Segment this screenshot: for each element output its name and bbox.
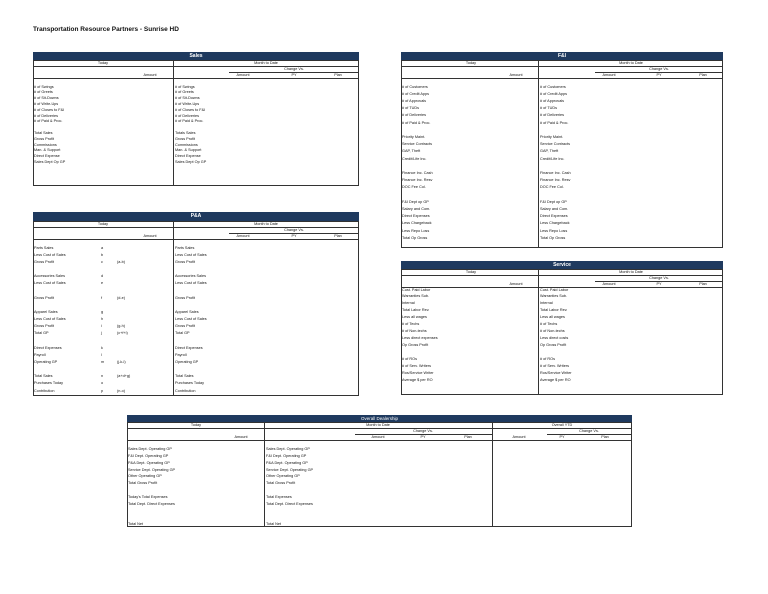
pa-row-code: m — [101, 359, 105, 364]
pa-row-code: f — [101, 295, 103, 300]
sales-panel — [33, 52, 359, 186]
fi-mtd-row-label: DOC Fee Col. — [540, 185, 564, 190]
sales-mtd-amount-label: Amount — [236, 72, 250, 77]
sales-mtd-row-label: Direct Expense — [175, 154, 201, 159]
overall-today-row-label: Total Dept. Direct Expenses — [128, 501, 175, 506]
overall-mtd-change-vs-label: Change Vs. — [413, 428, 433, 433]
pa-header: P&A — [33, 212, 359, 221]
fi-mtd-row-label: Less Chargeback — [540, 221, 570, 226]
fi-today-row-label: # of Credit Apps — [402, 91, 430, 96]
overall-today-row-label: Total Net — [128, 522, 143, 527]
overall-mtd-row-label: F&I Dept. Operating GP — [266, 453, 307, 458]
fi-today-row-label: Direct Expenses — [402, 214, 430, 219]
sales-today-row-label: Direct Expense — [34, 154, 60, 159]
sales-today-row-label: Man. & Support — [34, 148, 61, 153]
pa-mtd-row-label: Direct Expenses — [175, 345, 203, 350]
fi-mtd-row-label: Total Op Gross — [540, 235, 566, 240]
fi-change-vs-label: Change Vs. — [649, 66, 669, 71]
pa-today-row-label: Gross Profit — [34, 259, 55, 264]
pa-py-label: PY — [291, 233, 297, 238]
overall-mtd-row-label: Sales Dept. Operating GP — [266, 447, 310, 451]
sales-today-row-label: # of Deliveries — [34, 113, 59, 118]
sales-header: Sales — [33, 52, 359, 60]
service-mtd-row-label: Op Gross Profit — [540, 343, 567, 348]
overall-today-row-label: Today's Total Expenses — [128, 494, 168, 499]
fi-mtd-row-label: # of Paid & Proc. — [540, 120, 569, 125]
pa-row-code: k — [101, 345, 103, 350]
pa-today-row-label: Less Cost of Sales — [34, 281, 66, 286]
fi-mtd-row-label: GAP, Theft — [540, 149, 559, 154]
overall-mtd-row-label: P&A Dept. Operating GP — [266, 460, 308, 465]
sales-today-row-label: Gross Profit — [34, 136, 55, 141]
fi-mtd-row-label: # of TUDs — [540, 106, 558, 111]
service-mtd-row-label: Total Labor Rev. — [540, 308, 568, 313]
service-today-row-label: Op Gross Profit — [402, 343, 429, 348]
service-amount-label: Amount — [509, 281, 523, 286]
overall-panel — [127, 415, 632, 527]
fi-today-row-label: Salary and Com. — [402, 206, 431, 211]
service-today-row-label: Average $ per RO — [402, 377, 433, 382]
pa-row-code: o — [101, 381, 104, 386]
sales-today-row-label: # of Closes to F&I — [34, 107, 65, 112]
sales-mtd-row-label: # of Write-Ups — [175, 101, 200, 106]
service-today-row-label: Ros/Service Writer — [402, 370, 434, 375]
overall-mtd-row-label: Total Gross Profit — [266, 481, 296, 486]
sales-today-label: Today — [97, 60, 109, 65]
pa-mtd-label: Month to Date — [254, 221, 278, 226]
overall-ytd-label: Overall YTD — [551, 422, 573, 427]
overall-mtd-row-label: Total Dept. Direct Expenses — [266, 501, 313, 506]
sales-mtd-row-label: # of Closes to F&I — [175, 107, 206, 112]
service-mtd-row-label: Average $ per RO — [540, 377, 571, 382]
service-mtd-row-label: # of Non-techs — [540, 329, 565, 334]
fi-today-row-label: F&I Dept op GP — [402, 199, 429, 204]
fi-mtd-row-label: Credit/Life Inc. — [540, 156, 565, 161]
service-today-row-label: Cust. Paid Labor — [402, 287, 431, 292]
sales-mtd-row-label: Gross Profit — [175, 136, 196, 141]
pa-today-row-label: Total Sales — [34, 374, 53, 379]
service-panel — [401, 261, 723, 395]
service-today-row-label: Internal — [402, 301, 415, 306]
overall-mtd-row-label: Total Net — [266, 522, 281, 527]
pa-mtd-row-label: Less Cost of Sales — [175, 281, 207, 286]
sales-today-row-label: # of Swings — [34, 84, 54, 89]
fi-today-row-label: # of Deliveries — [402, 113, 427, 118]
overall-today-row-label: Total Gross Profit — [128, 481, 158, 486]
pa-row-code: n — [101, 374, 104, 379]
fi-today-row-label: Finance Inc. Resv — [402, 178, 433, 183]
service-today-row-label: Less all wages — [402, 315, 427, 320]
pa-mtd-row-label: Less Cost of Sales — [175, 317, 207, 321]
pa-row-formula: (a+d+g) — [117, 374, 131, 379]
service-py-label: PY — [656, 281, 662, 286]
fi-today-row-label: # of TUDs — [402, 106, 420, 111]
service-mtd-row-label: Cust. Paid Labor — [540, 287, 569, 292]
pa-mtd-amount-label: Amount — [236, 233, 250, 238]
pa-today-row-label: Purchases Today — [34, 381, 64, 386]
fi-today-row-label: GAP, Theft — [402, 149, 421, 154]
sales-mtd-row-label: Sales Dept Op GP — [175, 159, 207, 164]
pa-row-code: c — [101, 259, 103, 264]
fi-today-row-label: Finance Inc. Cash — [402, 170, 433, 175]
service-plan-label: Plan — [699, 281, 707, 286]
sales-amount-label: Amount — [143, 72, 157, 77]
pa-row-formula: (g-h) — [117, 324, 126, 329]
service-header: Service — [401, 261, 723, 269]
pa-row-formula: (d-e) — [117, 295, 126, 300]
fi-mtd-label: Month to Date — [619, 60, 643, 65]
pa-row-code: p — [101, 388, 104, 393]
fi-mtd-row-label: # of Credit Apps — [540, 91, 568, 96]
pa-row-code: l — [101, 352, 102, 357]
overall-amount-label: Amount — [234, 434, 248, 439]
pa-mtd-row-label: Parts Sales — [175, 245, 195, 250]
pa-mtd-row-label: Less Cost of Sales — [175, 252, 207, 257]
pa-row-code: b — [101, 252, 104, 257]
pa-mtd-row-label: Gross Profit — [175, 259, 196, 264]
service-mtd-row-label: # of Techs — [540, 322, 558, 327]
service-mtd-row-label: Less all wages — [540, 315, 565, 320]
pa-today-row-label: Parts Sales — [34, 245, 54, 250]
overall-header: Overall Dealership — [127, 415, 632, 422]
fi-today-label: Today — [465, 60, 477, 65]
pa-mtd-row-label: Total Sales — [175, 374, 194, 379]
sales-mtd-row-label: # of Paid & Proc. — [175, 119, 204, 124]
fi-mtd-amount-label: Amount — [602, 72, 616, 77]
fi-amount-label: Amount — [509, 72, 523, 77]
pa-mtd-row-label: Purchases Today — [175, 381, 205, 386]
pa-mtd-row-label: Total GP — [175, 331, 190, 336]
sales-today-row-label: Sales Dept Op GP — [34, 159, 66, 164]
service-today-row-label: Warranties Sub. — [402, 294, 430, 299]
service-today-row-label: Less direct expenses — [402, 336, 438, 341]
overall-mtd-row-label: Total Expenses — [266, 494, 292, 499]
pa-row-formula: (n-o) — [117, 388, 126, 393]
overall-ytd-plan-label: Plan — [601, 434, 609, 439]
pa-today-row-label: Direct Expenses — [34, 345, 62, 350]
sales-mtd-row-label: # of Deliveries — [175, 113, 200, 118]
sales-mtd-label: Month to Date — [254, 60, 278, 65]
fi-mtd-row-label: # of Approvals — [540, 98, 565, 103]
sales-py-label: PY — [291, 72, 297, 77]
fi-mtd-row-label: F&I Dept op GP — [540, 199, 567, 204]
service-mtd-row-label: # of Serv. Writers — [540, 363, 569, 368]
pa-row-code: g — [101, 309, 104, 314]
pa-row-code: e — [101, 281, 104, 286]
fi-mtd-row-label: # of Customers — [540, 84, 566, 89]
sales-mtd-row-label: Commissions — [175, 142, 198, 147]
service-mtd-row-label: # of ROs — [540, 357, 555, 361]
pa-mtd-row-label: Apparel Sales — [175, 309, 199, 314]
sales-plan-label: Plan — [334, 72, 342, 77]
overall-mtd-row-label: Service Dept. Operating GP — [266, 467, 314, 472]
service-mtd-row-label: Less direct costs — [540, 336, 569, 341]
sales-today-row-label: # of Write-Ups — [34, 101, 59, 106]
pa-change-vs-label: Change Vs. — [284, 227, 304, 232]
pa-row-formula: (c+f+i) — [117, 331, 128, 336]
fi-today-row-label: # of Approvals — [402, 98, 427, 103]
pa-row-code: j — [101, 331, 102, 336]
pa-today-row-label: Contribution — [34, 388, 55, 393]
fi-mtd-row-label: Salary and Com. — [540, 206, 569, 211]
fi-py-label: PY — [656, 72, 662, 77]
overall-mtd-plan-label: Plan — [464, 434, 472, 439]
fi-today-row-label: Less Repo Loss — [402, 228, 430, 233]
fi-mtd-row-label: Direct Expenses — [540, 214, 568, 219]
fi-plan-label: Plan — [699, 72, 707, 77]
service-change-vs-label: Change Vs. — [649, 275, 669, 280]
fi-mtd-row-label: # of Deliveries — [540, 113, 565, 118]
service-today-row-label: # of Serv. Writers — [402, 363, 431, 368]
pa-plan-label: Plan — [334, 233, 342, 238]
pa-row-code: i — [101, 324, 102, 329]
overall-mtd-py-label: PY — [420, 434, 426, 439]
service-today-row-label: # of Non-techs — [402, 329, 427, 334]
pa-row-formula: (j-k-l) — [117, 359, 126, 364]
sales-mtd-row-label: # of Swings — [175, 84, 195, 89]
sales-mtd-row-label: Totals Sales — [175, 130, 196, 135]
fi-today-row-label: DOC Fee Col. — [402, 185, 426, 190]
sales-today-row-label: # of Greets — [34, 90, 53, 95]
overall-ytd-change-vs-label: Change Vs. — [579, 428, 599, 433]
page-title: Transportation Resource Partners - Sunrise HD — [33, 26, 179, 33]
fi-header: F&I — [401, 52, 723, 60]
fi-today-row-label: Credit/Life Inc. — [402, 156, 427, 161]
pa-mtd-row-label: Contribution — [175, 388, 196, 393]
overall-today-row-label: Sales Dept. Operating GP — [128, 447, 172, 451]
fi-mtd-row-label: Finance Inc. Resv — [540, 178, 571, 183]
service-mtd-row-label: Ros/Service Writer — [540, 370, 572, 375]
fi-mtd-row-label: Service Contracts — [540, 142, 570, 147]
sales-today-row-label: Total Sales — [34, 130, 53, 135]
service-mtd-amount-label: Amount — [602, 281, 616, 286]
pa-mtd-row-label: Operating GP — [175, 359, 199, 364]
fi-today-row-label: Total Op Gross — [402, 235, 428, 240]
pa-mtd-row-label: Gross Profit — [175, 324, 196, 329]
overall-ytd-amount-label: Amount — [512, 434, 526, 439]
sales-mtd-row-label: Man. & Support — [175, 148, 202, 153]
pa-today-row-label: Accessories Sales — [34, 274, 66, 279]
pa-today-row-label: Gross Profit — [34, 295, 55, 300]
service-today-row-label: Total Labor Rev. — [402, 308, 430, 313]
fi-today-row-label: Service Contracts — [402, 142, 432, 147]
fi-today-row-label: Priority Maint. — [402, 134, 426, 139]
pa-today-row-label: Gross Profit — [34, 324, 55, 329]
sales-today-row-label: # of Sit-Downs — [34, 96, 59, 101]
sales-change-vs-label: Change Vs. — [284, 66, 304, 71]
pa-today-row-label: Total GP — [34, 331, 49, 336]
overall-today-row-label: Service Dept. Operating GP — [128, 467, 176, 472]
overall-today-label: Today — [190, 422, 202, 427]
pa-row-code: a — [101, 245, 104, 250]
fi-today-row-label: # of Customers — [402, 84, 428, 89]
fi-mtd-row-label: Finance Inc. Cash — [540, 170, 571, 175]
pa-mtd-row-label: Accessories Sales — [175, 274, 207, 279]
fi-today-row-label: Less Chargeback — [402, 221, 432, 226]
overall-today-row-label: Other Operating GP — [128, 474, 162, 479]
fi-panel — [401, 52, 723, 248]
overall-mtd-row-label: Other Operating GP — [266, 474, 300, 479]
service-mtd-label: Month to Date — [619, 269, 643, 274]
overall-today-row-label: F&I Dept. Operating GP — [128, 453, 169, 458]
pa-mtd-row-label: Gross Profit — [175, 295, 196, 300]
overall-mtd-label: Month to Date — [366, 422, 390, 427]
service-mtd-row-label: Internal — [540, 301, 553, 306]
overall-today-row-label: P&A Dept. Operating GP — [128, 460, 170, 465]
overall-ytd-py-label: PY — [559, 434, 565, 439]
sales-today-row-label: Commissions — [34, 142, 57, 147]
sales-today-row-label: # of Paid & Proc. — [34, 119, 63, 124]
fi-mtd-row-label: Less Repo Loss — [540, 228, 568, 233]
sales-mtd-row-label: # of Sit-Downs — [175, 96, 200, 101]
pa-amount-label: Amount — [143, 233, 157, 238]
overall-mtd-amount-label: Amount — [371, 434, 385, 439]
pa-today-row-label: Less Cost of Sales — [34, 252, 66, 257]
service-mtd-row-label: Warranties Sub. — [540, 294, 568, 299]
pa-mtd-row-label: Payroll — [175, 352, 187, 357]
service-today-row-label: # of Techs — [402, 322, 420, 327]
pa-today-row-label: Payroll — [34, 352, 46, 357]
pa-today-row-label: Apparel Sales — [34, 309, 58, 314]
pa-panel — [33, 212, 359, 396]
pa-today-label: Today — [97, 221, 109, 226]
pa-row-code: h — [101, 317, 104, 321]
pa-row-formula: (a-b) — [117, 259, 126, 264]
fi-today-row-label: # of Paid & Proc. — [402, 120, 431, 125]
fi-mtd-row-label: Priority Maint. — [540, 134, 564, 139]
sales-mtd-row-label: # of Greets — [175, 90, 194, 95]
pa-today-row-label: Less Cost of Sales — [34, 317, 66, 321]
service-today-label: Today — [465, 269, 477, 274]
pa-row-code: d — [101, 274, 104, 279]
service-today-row-label: # of ROs — [402, 357, 417, 361]
pa-today-row-label: Operating GP — [34, 359, 58, 364]
